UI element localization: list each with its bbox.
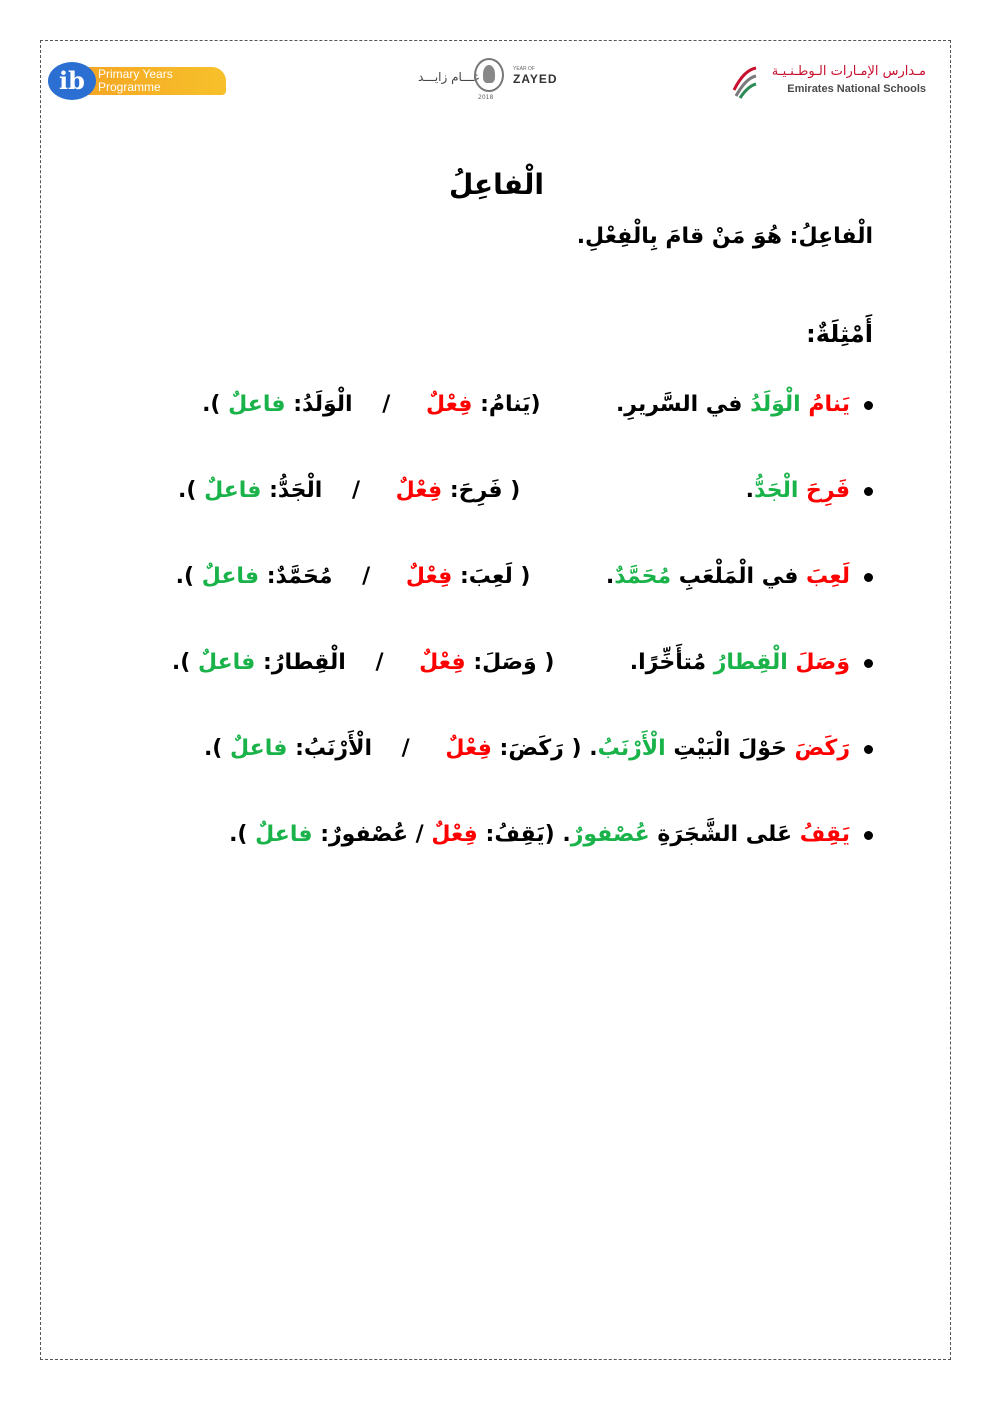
analysis-subject-word: مُحَمَّدٌ: bbox=[266, 564, 333, 589]
bullet-icon bbox=[864, 573, 873, 582]
analysis-separator: / bbox=[375, 650, 384, 675]
example-rest: مُتأَخِّرًا. bbox=[629, 650, 707, 675]
example-item bbox=[202, 392, 873, 417]
analysis-subject-word: الْجَدُّ: bbox=[269, 478, 323, 503]
bullet-icon bbox=[864, 659, 873, 668]
example-verb: وَصَلَ bbox=[795, 650, 850, 675]
analysis-subject-label: فاعلٌ bbox=[228, 392, 286, 417]
ib-line2: Programme bbox=[98, 80, 161, 94]
example-item bbox=[178, 478, 873, 503]
example-subject: عُصْفورٌ bbox=[570, 822, 650, 847]
bullet-icon bbox=[864, 745, 873, 754]
analysis-open: ( bbox=[544, 822, 555, 847]
analysis-separator: / bbox=[362, 564, 371, 589]
analysis-separator: / bbox=[415, 822, 424, 847]
ib-banner bbox=[84, 67, 226, 95]
ens-swoosh-icon bbox=[730, 64, 758, 100]
analysis-separator: / bbox=[382, 392, 391, 417]
example-subject: مُحَمَّدٌ bbox=[614, 564, 672, 589]
ens-arabic-name: مـدارس الإمـارات الـوطـنـيـة bbox=[771, 64, 926, 79]
analysis-open: ( bbox=[520, 564, 531, 589]
analysis-open: ( bbox=[510, 478, 521, 503]
definition-text: هُوَ مَنْ قامَ بِالْفِعْلِ. bbox=[576, 224, 782, 249]
ib-line1: Primary Years bbox=[98, 67, 173, 81]
analysis-subject-word: الْأَرْنَبُ: bbox=[295, 736, 372, 761]
example-item bbox=[229, 822, 873, 847]
analysis-close: ). bbox=[202, 392, 221, 417]
example-subject: الْوَلَدُ bbox=[750, 392, 801, 417]
page-title: الْفاعِلُ bbox=[449, 168, 544, 201]
analysis-verb-word: وَصَلَ: bbox=[473, 650, 537, 675]
example-rest: . bbox=[605, 564, 615, 589]
example-verb: يَقِفُ bbox=[799, 822, 850, 847]
analysis-subject-label: فاعلٌ bbox=[197, 650, 256, 675]
year-of-zayed-logo bbox=[418, 58, 558, 104]
definition-term: الْفاعِلُ: bbox=[789, 224, 873, 249]
zayed-english-text: ZAYED bbox=[513, 72, 558, 86]
examples-heading: أَمْثِلَةٌ: bbox=[806, 320, 873, 348]
analysis-open: ( bbox=[544, 650, 555, 675]
bullet-icon bbox=[864, 831, 873, 840]
analysis-verb-label: فِعْلٌ bbox=[419, 650, 466, 675]
example-verb: لَعِبَ bbox=[806, 564, 850, 589]
analysis-subject-word: عُصْفورٌ: bbox=[320, 822, 408, 847]
analysis-verb-word: رَكَضَ: bbox=[499, 736, 564, 761]
analysis-verb-word: يَقِفُ: bbox=[485, 822, 545, 847]
analysis-subject-label: فاعلٌ bbox=[230, 736, 288, 761]
definition bbox=[577, 224, 873, 249]
analysis-subject-label: فاعلٌ bbox=[204, 478, 262, 503]
example-item bbox=[176, 564, 873, 589]
analysis-verb-label: فِعْلٌ bbox=[445, 736, 492, 761]
zayed-year-of: YEAR OF bbox=[513, 66, 535, 72]
bullet-icon bbox=[864, 487, 873, 496]
analysis-open: ( bbox=[571, 736, 582, 761]
analysis-verb-label: فِعْلٌ bbox=[431, 822, 478, 847]
analysis-verb-word: فَرِحَ: bbox=[449, 478, 503, 503]
bullet-icon bbox=[864, 401, 873, 410]
analysis-subject-label: فاعلٌ bbox=[255, 822, 313, 847]
ib-pyp-logo bbox=[48, 62, 228, 100]
ib-mark: ib bbox=[48, 62, 96, 100]
example-middle: في الْمَلْعَبِ bbox=[678, 564, 799, 589]
zayed-portrait-icon bbox=[474, 58, 504, 92]
analysis-subject-word: الْوَلَدُ: bbox=[293, 392, 353, 417]
analysis-separator: / bbox=[401, 736, 410, 761]
example-verb: رَكَضَ bbox=[794, 736, 850, 761]
analysis-subject-label: فاعلٌ bbox=[201, 564, 260, 589]
example-rest: . bbox=[562, 822, 571, 847]
analysis-verb-word: يَنامُ: bbox=[480, 392, 531, 417]
zayed-arabic-text: عـــام زايـــد bbox=[418, 70, 480, 84]
analysis-close: ). bbox=[171, 650, 191, 675]
header-logos bbox=[48, 58, 930, 108]
example-subject: الْجَدُّ bbox=[754, 478, 799, 503]
analysis-close: ). bbox=[178, 478, 197, 503]
example-verb: يَنامُ bbox=[808, 392, 850, 417]
analysis-close: ). bbox=[175, 564, 195, 589]
analysis-separator: / bbox=[351, 478, 360, 503]
example-rest: . bbox=[589, 736, 598, 761]
example-verb: فَرِحَ bbox=[806, 478, 850, 503]
zayed-year: 2018 bbox=[478, 94, 494, 101]
analysis-verb-label: فِعْلٌ bbox=[395, 478, 443, 503]
example-middle: عَلى الشَّجَرَةِ bbox=[657, 822, 793, 847]
analysis-close: ). bbox=[229, 822, 248, 847]
analysis-verb-label: فِعْلٌ bbox=[405, 564, 453, 589]
analysis-close: ). bbox=[203, 736, 223, 761]
example-item bbox=[172, 650, 873, 675]
analysis-subject-word: الْقِطارُ: bbox=[262, 650, 346, 675]
analysis-verb-word: لَعِبَ: bbox=[459, 564, 513, 589]
analysis-open: ( bbox=[530, 392, 541, 417]
ens-english-name: Emirates National Schools bbox=[787, 83, 926, 95]
example-subject: الْقِطارُ bbox=[713, 650, 788, 675]
example-item bbox=[204, 736, 873, 761]
emirates-national-schools-logo bbox=[730, 64, 930, 104]
example-rest: في السَّريرِ. bbox=[615, 392, 743, 417]
analysis-verb-label: فِعْلٌ bbox=[425, 392, 473, 417]
example-subject: الْأَرْنَبُ bbox=[597, 736, 666, 761]
example-middle: حَوْلَ الْبَيْتِ bbox=[673, 736, 787, 761]
example-rest: . bbox=[745, 478, 754, 503]
